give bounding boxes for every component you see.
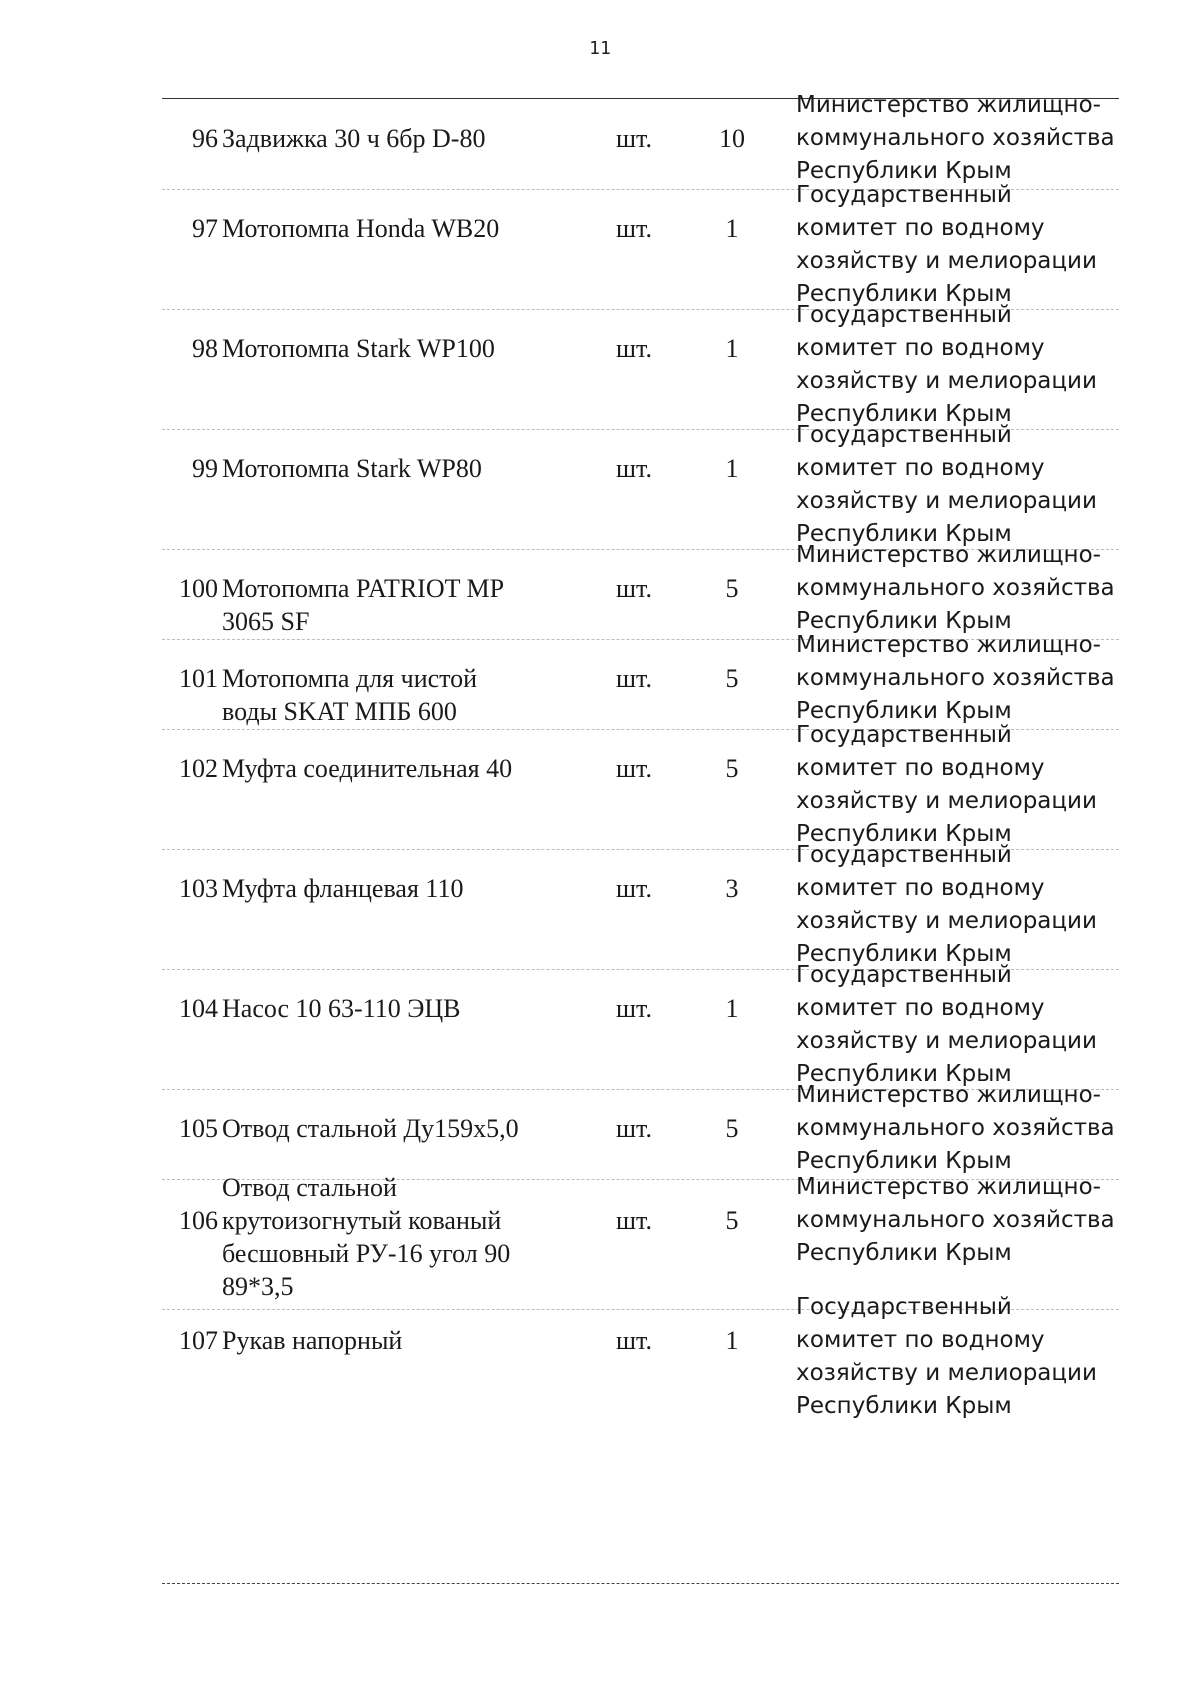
recipient-organization [796,959,1126,1091]
item-number: 107 [179,1325,218,1355]
recipient-organization-line: Государственный [796,1293,1012,1320]
recipient-organization-line: Республики Крым [796,520,1012,547]
recipient-organization [796,539,1126,638]
item-unit: шт. [616,993,652,1023]
table-row [162,841,1119,970]
recipient-organization-line: Министерство жилищно- [796,631,1101,658]
recipient-organization-line: Республики Крым [796,697,1012,724]
item-name-line: крутоизогнутый кованый [222,1205,502,1235]
recipient-organization-line: Республики Крым [796,1147,1012,1174]
table-row [162,1293,1119,1450]
item-quantity: 1 [725,453,739,483]
item-number: 101 [179,663,218,693]
item-name-line: Мотопомпа Honda WB20 [222,213,500,243]
item-unit: шт. [616,213,652,243]
item-number: 96 [192,123,218,153]
item-name-line: 3065 SF [222,606,310,636]
item-name-line: Мотопомпа PATRIOT MP [222,573,505,603]
item-quantity: 1 [725,1325,739,1355]
recipient-organization-line: Министерство жилищно- [796,541,1101,568]
item-number: 106 [179,1205,218,1235]
item-name-line: бесшовный РУ-16 угол 90 [222,1238,511,1268]
table-row [162,91,1119,190]
recipient-organization-line: хозяйству и мелиорации [796,1027,1097,1054]
recipient-organization [796,1291,1126,1423]
item-quantity: 5 [725,663,739,693]
recipient-organization-line: комитет по водному [796,874,1045,901]
recipient-organization-line: комитет по водному [796,1326,1045,1353]
recipient-organization-line: Республики Крым [796,1239,1012,1266]
item-number: 97 [192,213,218,243]
table-row [162,961,1119,1090]
item-name-line: Рукав напорный [222,1325,403,1355]
item-quantity: 1 [725,993,739,1023]
recipient-organization-line: коммунального хозяйства [796,1206,1115,1233]
item-name-line: Отвод стальной [222,1172,397,1202]
recipient-organization-line: хозяйству и мелиорации [796,487,1097,514]
item-name-line: Мотопомпа Stark WP80 [222,453,482,483]
recipient-organization-line: комитет по водному [796,334,1045,361]
recipient-organization-line: коммунального хозяйства [796,664,1115,691]
recipient-organization-line: Республики Крым [796,940,1012,967]
recipient-organization-line: коммунального хозяйства [796,1114,1115,1141]
recipient-organization-line: комитет по водному [796,994,1045,1021]
item-name-line: Муфта фланцевая 110 [222,873,464,903]
item-name [222,1171,717,1303]
recipient-organization [796,719,1126,851]
item-name-line: Мотопомпа для чистой [222,663,478,693]
recipient-organization [796,299,1126,431]
item-quantity: 5 [725,573,739,603]
item-name-line: Отвод стальной Ду159х5,0 [222,1113,519,1143]
recipient-organization-line: Республики Крым [796,400,1012,427]
recipient-organization-line: хозяйству и мелиорации [796,1359,1097,1386]
recipient-organization [796,1171,1126,1270]
item-quantity: 5 [725,1205,739,1235]
item-number: 99 [192,453,218,483]
recipient-organization-line: Министерство жилищно- [796,91,1101,118]
item-unit: шт. [616,1325,652,1355]
recipient-organization [796,179,1126,311]
item-name-line: Задвижка 30 ч 6бр D-80 [222,123,486,153]
page-number: 11 [589,38,611,59]
recipient-organization-line: Министерство жилищно- [796,1081,1101,1108]
table-row [162,421,1119,550]
recipient-organization-line: Государственный [796,181,1012,208]
item-number: 105 [179,1113,218,1143]
recipient-organization-line: Государственный [796,721,1012,748]
recipient-organization-line: Государственный [796,421,1012,448]
recipient-organization-line: хозяйству и мелиорации [796,907,1097,934]
table-row [162,721,1119,850]
item-unit: шт. [616,123,652,153]
recipient-organization-line: Республики Крым [796,280,1012,307]
recipient-organization-line: Республики Крым [796,157,1012,184]
item-quantity: 5 [725,1113,739,1143]
table-row [162,631,1119,730]
recipient-organization-line: Республики Крым [796,1060,1012,1087]
item-number: 103 [179,873,218,903]
item-unit: шт. [616,663,652,693]
recipient-organization-line: коммунального хозяйства [796,124,1115,151]
recipient-organization-line: комитет по водному [796,454,1045,481]
table-bottom-rule [162,1583,1119,1584]
table-row [162,1081,1119,1180]
recipient-organization-line: Министерство жилищно- [796,1173,1101,1200]
item-name-line: 89*3,5 [222,1271,294,1301]
recipient-organization [796,629,1126,728]
item-name-line: Муфта соединительная 40 [222,753,513,783]
item-number: 104 [179,993,218,1023]
table-row [162,181,1119,310]
item-number: 98 [192,333,218,363]
recipient-organization [796,1079,1126,1178]
item-name-line: Насос 10 63-110 ЭЦВ [222,993,461,1023]
item-number: 100 [179,573,218,603]
recipient-organization-line: коммунального хозяйства [796,574,1115,601]
item-unit: шт. [616,573,652,603]
recipient-organization-line: Республики Крым [796,607,1012,634]
recipient-organization-line: Государственный [796,841,1012,868]
item-quantity: 1 [725,333,739,363]
recipient-organization [796,89,1126,188]
item-name-line: Мотопомпа Stark WP100 [222,333,495,363]
recipient-organization-line: Республики Крым [796,820,1012,847]
recipient-organization-line: комитет по водному [796,214,1045,241]
item-unit: шт. [616,333,652,363]
recipient-organization-line: Государственный [796,301,1012,328]
item-unit: шт. [616,873,652,903]
table-row [162,301,1119,430]
table-row [162,541,1119,640]
item-quantity: 5 [725,753,739,783]
item-unit: шт. [616,1205,652,1235]
recipient-organization-line: комитет по водному [796,754,1045,781]
recipient-organization-line: хозяйству и мелиорации [796,367,1097,394]
item-unit: шт. [616,753,652,783]
item-unit: шт. [616,1113,652,1143]
recipient-organization-line: хозяйству и мелиорации [796,247,1097,274]
recipient-organization [796,419,1126,551]
recipient-organization-line: хозяйству и мелиорации [796,787,1097,814]
item-quantity: 10 [719,123,745,153]
item-quantity: 1 [725,213,739,243]
item-number: 102 [179,753,218,783]
item-unit: шт. [616,453,652,483]
item-quantity: 3 [725,873,739,903]
recipient-organization [796,839,1126,971]
recipient-organization-line: Республики Крым [796,1392,1012,1419]
item-name-line: воды SKAT МПБ 600 [222,696,457,726]
recipient-organization-line: Государственный [796,961,1012,988]
